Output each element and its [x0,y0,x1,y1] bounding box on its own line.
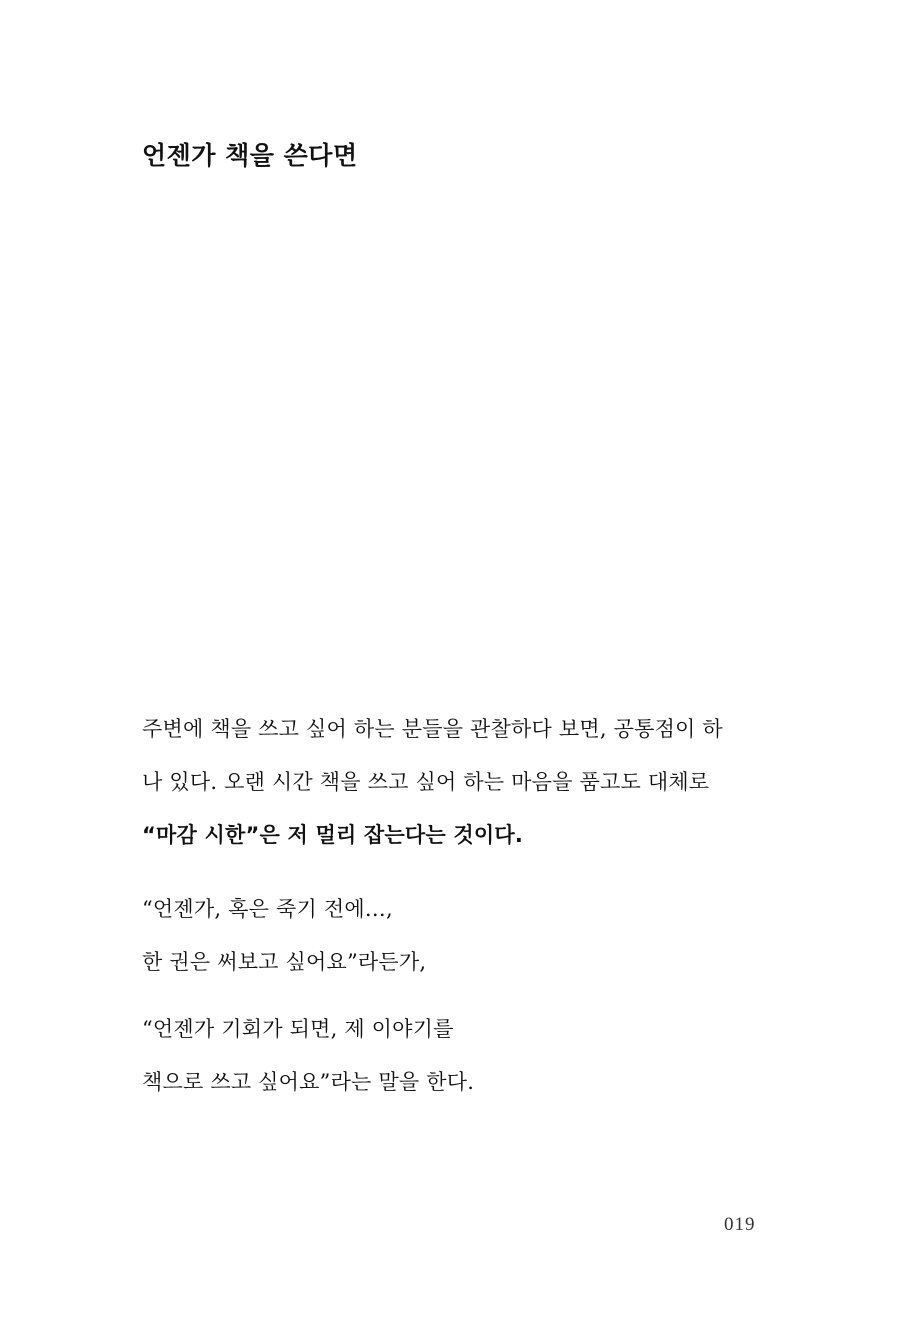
page-number: 019 [724,1214,756,1235]
text-line: “언젠가, 혹은 죽기 전에…, [142,897,393,921]
text-line: “언젠가 기회가 되면, 제 이야기를 [142,1017,454,1041]
text-line: 책으로 쓰고 싶어요”라는 말을 한다. [142,1070,475,1094]
text-line: 주변에 책을 쓰고 싶어 하는 분들을 관찰하다 보면, 공통점이 하 [142,717,723,741]
paragraph-observation [142,703,782,862]
text-line: 나 있다. 오랜 시간 책을 쓰고 싶어 하는 마음을 품고도 대체로 [142,770,710,794]
emphasized-text-line: “마감 시한”은 저 멀리 잡는다는 것이다. [142,823,524,847]
chapter-title: 언젠가 책을 쓴다면 [142,141,358,170]
text-line: 한 권은 써보고 싶어요”라든가, [142,950,427,974]
paragraph-quote-someday [142,883,782,989]
paragraph-quote-opportunity [142,1003,782,1109]
